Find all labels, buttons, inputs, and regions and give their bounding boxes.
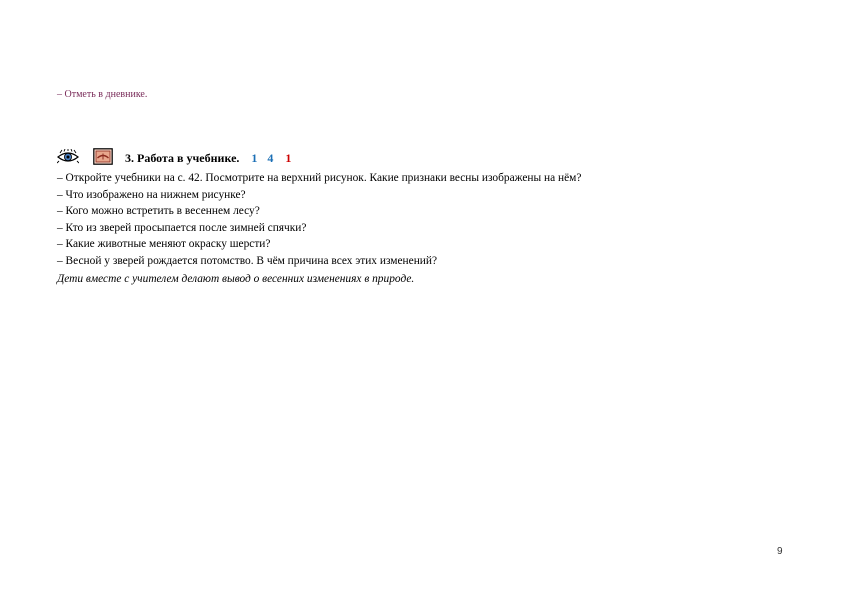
question-item: – Кого можно встретить в весеннем лесу? <box>57 205 260 218</box>
question-item: – Какие животные меняют окраску шерсти? <box>57 238 271 251</box>
section-title: 3. Работа в учебнике. <box>125 151 240 165</box>
mark-3: 1 <box>285 151 292 165</box>
mark-1: 1 <box>251 151 258 165</box>
section-header <box>57 146 291 168</box>
page-number: 9 <box>777 546 783 557</box>
conclusion-text: Дети вместе с учителем делают вывод о весенних изменениях в природе. <box>57 273 415 285</box>
question-item: – Откройте учебники на с. 42. Посмотрите на верхний рисунок. Какие признаки весны изображены на нём? <box>57 172 582 184</box>
question-item: – Кто из зверей просыпается после зимней спячки? <box>57 221 307 234</box>
question-item: – Весной у зверей рождается потомство. В чём причина всех этих изменений? <box>57 254 438 267</box>
book-icon <box>93 148 113 165</box>
question-item: – Что изображено на нижнем рисунке? <box>57 188 246 201</box>
mark-2: 4 <box>267 151 274 165</box>
question-list <box>57 170 581 270</box>
diary-note: – Отметь в дневнике. <box>57 89 148 100</box>
eye-icon <box>57 149 79 165</box>
